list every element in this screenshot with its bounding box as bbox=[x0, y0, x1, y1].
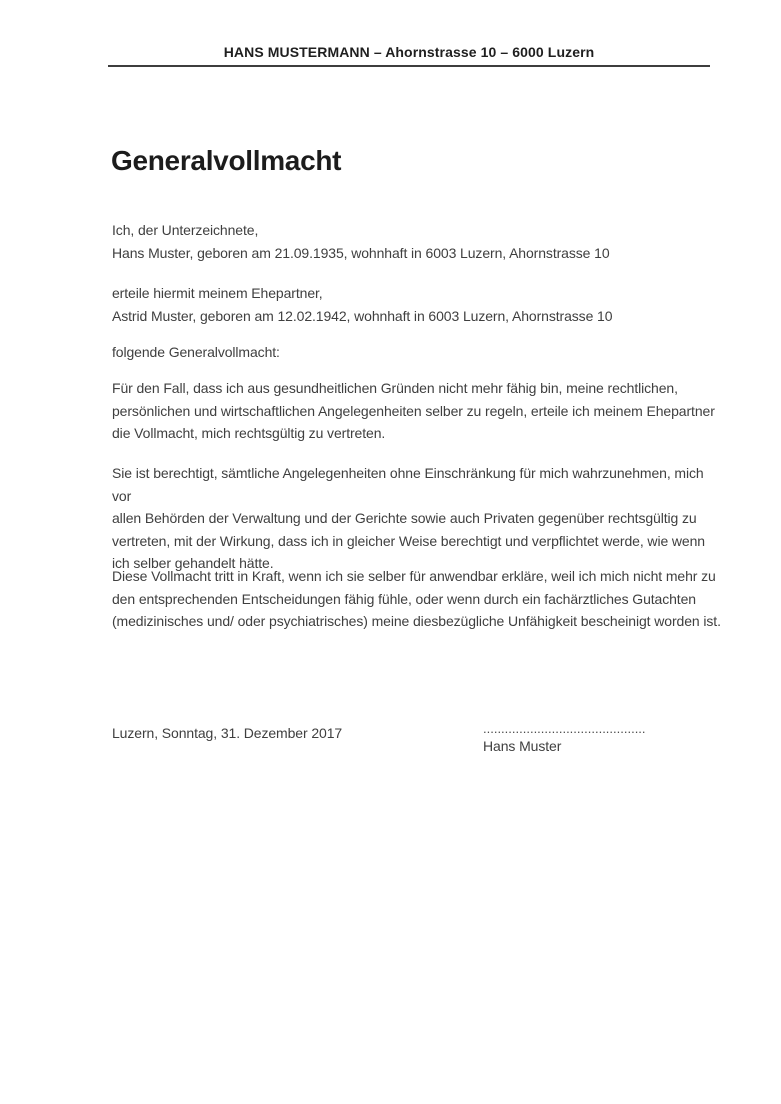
paragraph-line: erteile hiermit meinem Ehepartner, bbox=[112, 285, 323, 301]
paragraph-line: Sie ist berechtigt, sämtliche Angelegenheiten ohne Einschränkung für mich wahrzunehmen, mich vor bbox=[112, 465, 704, 504]
paragraph-line: allen Behörden der Verwaltung und der Gerichte sowie auch Privaten gegenüber rechtsgültig zu bbox=[112, 510, 697, 526]
paragraph-line: die Vollmacht, mich rechtsgültig zu vertreten. bbox=[112, 425, 386, 441]
paragraph-declarant bbox=[112, 219, 724, 264]
paragraph-line: Diese Vollmacht tritt in Kraft, wenn ich sie selber für anwendbar erkläre, weil ich mich nicht mehr zu bbox=[112, 568, 716, 584]
paragraph-line: Ich, der Unterzeichnete, bbox=[112, 222, 259, 238]
paragraph-line: Für den Fall, dass ich aus gesundheitlichen Gründen nicht mehr fähig bin, meine rechtlichen, bbox=[112, 380, 678, 396]
paragraph-line: Astrid Muster, geboren am 12.02.1942, wohnhaft in 6003 Luzern, Ahornstrasse 10 bbox=[112, 307, 613, 324]
paragraph-grant-intro bbox=[112, 341, 724, 364]
paragraph-line: ich selber gehandelt hätte. bbox=[112, 555, 274, 571]
signature-block bbox=[483, 721, 646, 757]
paragraph-line: persönlichen und wirtschaftlichen Angelegenheiten selber zu regeln, erteile ich meinem Ehepartner bbox=[112, 402, 715, 419]
document-title: Generalvollmacht bbox=[111, 145, 342, 176]
paragraph-line: folgende Generalvollmacht: bbox=[112, 344, 280, 360]
paragraph-effectiveness bbox=[112, 565, 724, 633]
letterhead: HANS MUSTERMANN – Ahornstrasse 10 – 6000 Luzern bbox=[108, 43, 710, 67]
paragraph-authority bbox=[112, 462, 724, 575]
paragraph-scope-health bbox=[112, 377, 724, 445]
paragraph-line: Hans Muster, geboren am 21.09.1935, wohnhaft in 6003 Luzern, Ahornstrasse 10 bbox=[112, 244, 610, 261]
paragraph-grantee bbox=[112, 282, 724, 327]
signature-name: Hans Muster bbox=[483, 738, 562, 754]
place-date-line: Luzern, Sonntag, 31. Dezember 2017 bbox=[112, 725, 343, 741]
signature-dotted-line: ............................................. bbox=[483, 721, 646, 736]
paragraph-line: den entsprechenden Entscheidungen fähig fühle, oder wenn durch ein fachärztliches Gutachten bbox=[112, 590, 696, 607]
paragraph-line: (medizinisches und/ oder psychiatrisches) meine diesbezügliche Unfähigkeit bescheinigt worden ist. bbox=[112, 613, 721, 629]
paragraph-line: vertreten, mit der Wirkung, dass ich in gleicher Weise berechtigt und verpflichtet werde, wie wenn bbox=[112, 532, 705, 549]
